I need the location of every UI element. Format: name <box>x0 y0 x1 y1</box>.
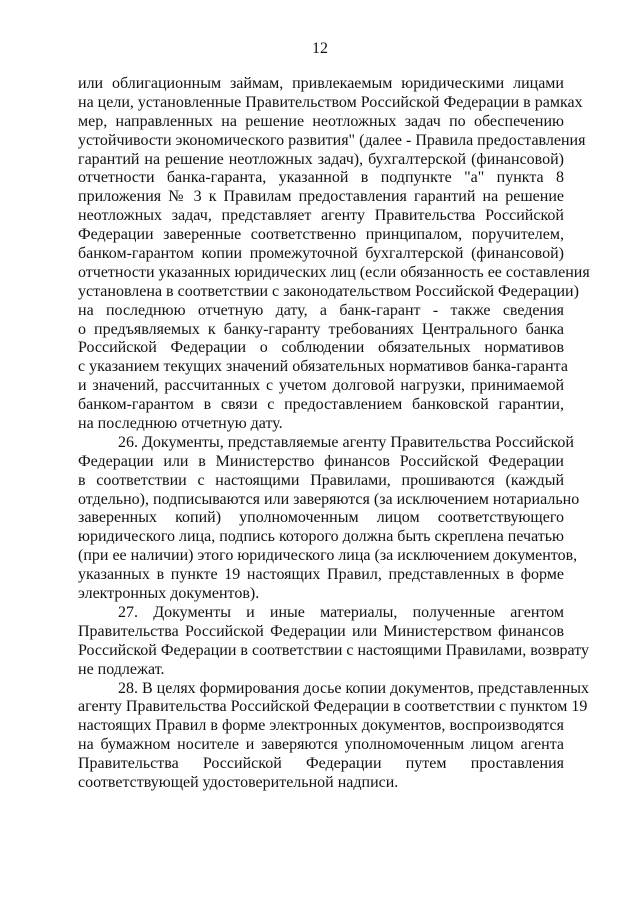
text-line: на цели, установленные Правительством Российской Федерации в рамках <box>78 93 583 111</box>
text-line: о предъявляемых к банку-гаранту требованиях Центрального банка <box>78 320 564 338</box>
text-line: 26. Документы, представляемые агенту Правительства Российской <box>118 433 574 451</box>
page-number: 12 <box>312 40 328 57</box>
text-line: электронных документов). <box>78 585 260 603</box>
text-line: и значений, рассчитанных с учетом долговой нагрузки, принимаемой <box>78 377 564 395</box>
text-line: или облигационным займам, привлекаемым юридическими лицами <box>78 75 564 92</box>
text-line: Правительства Российской Федерации путем проставления <box>78 755 564 773</box>
text-line: гарантий на решение неотложных задач), бухгалтерской (финансовой) <box>78 150 564 168</box>
text-line: на последнюю отчетную дату, а банк-гарант - также сведения <box>78 301 564 319</box>
text-line: агенту Правительства Российской Федерации в соответствии с пунктом 19 <box>78 698 588 716</box>
text-line: настоящих Правил в форме электронных документов, воспроизводятся <box>78 717 564 735</box>
text-line: Российской Федерации о соблюдении обязательных нормативов <box>78 339 564 357</box>
text-line: в соответствии с настоящими Правилами, прошиваются (каждый <box>78 471 564 489</box>
text-line: юридического лица, подпись которого должна быть скреплена печатью <box>78 528 565 546</box>
text-line: 27. Документы и иные материалы, полученные агентом <box>118 603 564 621</box>
text-line: 28. В целях формирования досье копии документов, представленных <box>118 679 589 697</box>
document-body <box>78 75 590 793</box>
text-line: Российской Федерации в соответствии с настоящими Правилами, возврату <box>78 641 589 659</box>
text-line: неотложных задач, представляет агенту Правительства Российской <box>78 207 564 225</box>
text-line: указанных в пункте 19 настоящих Правил, представленных в форме <box>78 566 564 584</box>
text-line: Федерации или в Министерство финансов Российской Федерации <box>78 452 564 470</box>
text-line: отчетности указанных юридических лиц (если обязанность ее составления <box>78 263 590 281</box>
text-line: соответствующей удостоверительной надписи. <box>78 773 399 791</box>
text-line: мер, направленных на решение неотложных задач по обеспечению <box>78 112 564 130</box>
text-line: не подлежат. <box>78 660 165 678</box>
text-line: (при ее наличии) этого юридического лица (за исключением документов, <box>78 547 578 565</box>
text-line: Федерации заверенные соответственно принципалом, поручителем, <box>78 226 564 244</box>
text-line: на бумажном носителе и заверяются уполномоченным лицом агента <box>78 736 564 754</box>
text-line: отдельно), подписываются или заверяются (за исключением нотариально <box>78 490 580 508</box>
text-line: приложения № 3 к Правилам предоставления гарантий на решение <box>78 188 564 206</box>
text-line: устойчивости экономического развития" (далее - Правила предоставления <box>78 131 586 149</box>
text-line: заверенных копий) уполномоченным лицом соответствующего <box>78 509 564 527</box>
text-line: банком-гарантом в связи с предоставлением банковской гарантии, <box>78 396 564 414</box>
text-line: Правительства Российской Федерации или Министерством финансов <box>78 622 564 640</box>
text-line: отчетности банка-гаранта, указанной в подпункте "а" пункта 8 <box>78 169 564 187</box>
text-line: на последнюю отчетную дату. <box>78 415 283 433</box>
text-line: банком-гарантом копии промежуточной бухгалтерской (финансовой) <box>78 245 564 263</box>
text-line: установлена в соответствии с законодательством Российской Федерации) <box>78 282 579 300</box>
text-line: с указанием текущих значений обязательных нормативов банка-гаранта <box>78 358 568 376</box>
